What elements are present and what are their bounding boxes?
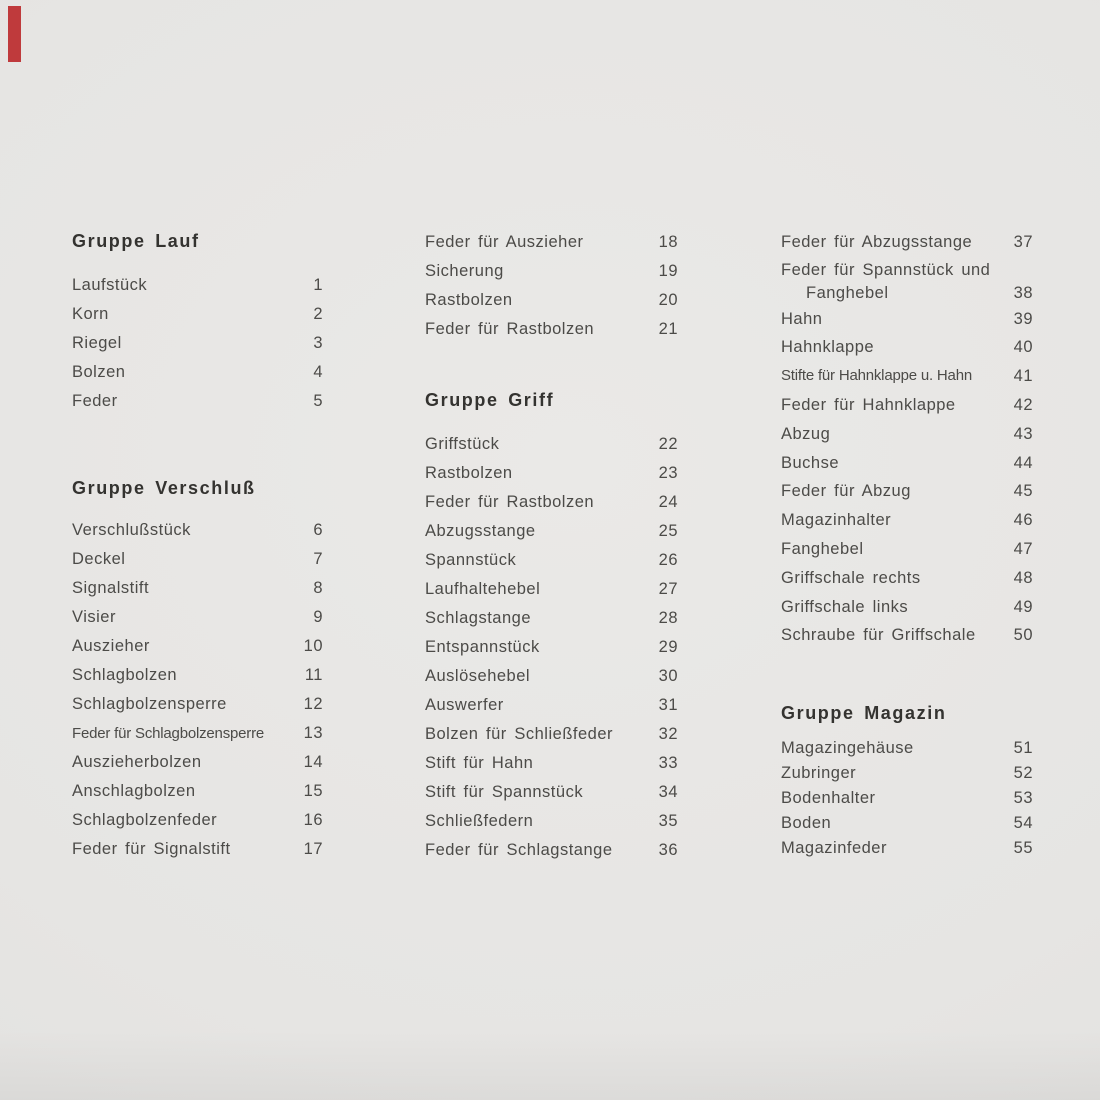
part-name: Stift für Spannstück [425,783,584,801]
parts-list-row [425,836,678,865]
part-number: 50 [1013,626,1033,645]
part-number: 38 [1013,283,1033,302]
part-name: Boden [781,814,832,832]
parts-list-row [781,362,1033,391]
parts-list-row [781,535,1033,564]
parts-list-row [425,807,678,836]
part-name: Deckel [72,550,126,568]
part-name: Fanghebel [806,283,889,302]
part-name: Schlagstange [425,609,531,627]
part-name: Stift für Hahn [425,754,534,772]
part-name: Anschlagbolzen [72,782,196,800]
part-number: 52 [1013,764,1033,782]
part-name: Stifte für Hahnklappe u. Hahn [781,367,972,385]
parts-list [72,271,323,416]
part-number: 26 [658,551,678,569]
part-number: 27 [658,580,678,598]
part-number: 3 [313,334,323,352]
part-number: 36 [658,841,678,859]
parts-list-row [781,333,1033,362]
parts-list-row [781,564,1033,593]
part-name: Bolzen [72,363,126,381]
parts-list-row [72,603,323,632]
part-number: 17 [303,840,323,858]
part-number: 4 [313,363,323,381]
part-number: 2 [313,305,323,323]
part-name: Laufhaltehebel [425,580,541,598]
part-name: Griffschale links [781,597,909,616]
part-name: Schraube für Griffschale [781,626,976,645]
parts-list-row [425,488,678,517]
part-number: 48 [1013,568,1033,587]
part-name: Laufstück [72,276,148,294]
part-name: Feder für Auszieher [425,233,584,251]
part-name: Schließfedern [425,812,534,830]
column-3 [781,0,1033,1100]
part-number: 46 [1013,511,1033,530]
parts-list [72,516,323,864]
parts-list-row [72,271,323,300]
part-number: 9 [313,608,323,626]
part-number: 25 [658,522,678,540]
part-number: 20 [658,291,678,309]
parts-list-row [781,391,1033,420]
part-name: Entspannstück [425,638,540,656]
part-number: 51 [1013,739,1033,757]
part-name: Magazingehäuse [781,739,914,757]
parts-list-row [781,228,1033,257]
parts-list-row [781,420,1033,449]
parts-list-row [72,690,323,719]
parts-list-row [781,506,1033,535]
parts-list-row [72,574,323,603]
parts-list-row [72,719,323,748]
parts-list-row [72,632,323,661]
column-2 [425,0,678,1100]
part-name: Sicherung [425,262,504,280]
part-name: Griffschale rechts [781,568,921,587]
parts-list-row [781,305,1033,334]
part-number: 33 [658,754,678,772]
part-number: 1 [313,276,323,294]
parts-list-row [425,604,678,633]
part-number: 24 [658,493,678,511]
part-number: 53 [1013,789,1033,807]
part-number: 40 [1013,338,1033,357]
part-number: 29 [658,638,678,656]
part-number: 10 [303,637,323,655]
part-name: Signalstift [72,579,150,597]
part-number: 5 [313,392,323,410]
part-name: Hahnklappe [781,338,875,357]
parts-list-row [72,661,323,690]
parts-list-row [425,662,678,691]
part-name: Fanghebel [781,539,864,558]
parts-list [781,228,1033,650]
group-heading: Gruppe Magazin [781,703,947,723]
part-number: 16 [303,811,323,829]
part-number: 55 [1013,839,1033,857]
part-name: Feder für Signalstift [72,840,231,858]
group-heading: Gruppe Verschluß [72,478,256,498]
part-name: Bodenhalter [781,789,876,807]
part-name: Feder für Schlagbolzensperre [72,725,265,742]
part-name: Feder [72,392,118,410]
part-name: Magazinfeder [781,839,887,857]
parts-list-row [425,546,678,575]
parts-list-row [72,748,323,777]
part-name: Feder für Schlagstange [425,841,613,859]
parts-list-row [72,387,323,416]
red-margin-mark [8,6,21,62]
part-number: 14 [303,753,323,771]
part-number: 42 [1013,395,1033,414]
part-name: Auszieherbolzen [72,753,202,771]
part-name: Griffstück [425,435,500,453]
part-number: 18 [658,233,678,251]
parts-list-row [781,621,1033,650]
parts-list-row [425,430,678,459]
part-number: 15 [303,782,323,800]
parts-list-row [425,720,678,749]
part-name: Spannstück [425,551,517,569]
part-name: Verschlußstück [72,521,191,539]
part-name: Korn [72,305,109,323]
part-name: Zubringer [781,764,857,782]
part-name: Bolzen für Schließfeder [425,725,614,743]
part-name: Hahn [781,309,823,328]
part-name: Feder für Spannstück und [781,260,991,279]
parts-list-row [72,545,323,574]
part-number: 23 [658,464,678,482]
parts-list-row [425,286,678,315]
parts-list-row [425,778,678,807]
part-name: Rastbolzen [425,464,513,482]
part-number: 7 [313,550,323,568]
part-name: Buchse [781,453,840,472]
part-number: 41 [1013,367,1033,386]
part-name: Feder für Abzugsstange [781,233,973,251]
parts-list-row [781,761,1033,786]
parts-list-row [72,300,323,329]
parts-list-row [72,835,323,864]
part-name: Auszieher [72,637,150,655]
part-number: 11 [304,666,323,684]
part-name: Feder für Rastbolzen [425,493,595,511]
part-name: Auswerfer [425,696,504,714]
parts-list-row [72,329,323,358]
part-name: Riegel [72,334,122,352]
parts-list-row [781,477,1033,506]
parts-list-row [781,593,1033,622]
part-name: Auslösehebel [425,667,531,685]
parts-list-row [425,575,678,604]
part-name: Schlagbolzen [72,666,178,684]
parts-list-row [425,459,678,488]
part-number: 22 [658,435,678,453]
part-number: 6 [313,521,323,539]
part-number: 44 [1013,453,1033,472]
parts-list-row [72,777,323,806]
parts-list-row [781,811,1033,836]
part-number: 34 [658,783,678,801]
parts-list-row [781,736,1033,761]
parts-list-row [425,315,678,344]
parts-list-row [72,806,323,835]
part-number: 39 [1013,309,1033,328]
part-name: Visier [72,608,116,626]
part-number: 49 [1013,597,1033,616]
part-number: 43 [1013,424,1033,443]
parts-list-row [72,516,323,545]
part-number: 31 [658,696,678,714]
group-heading: Gruppe Griff [425,390,555,410]
parts-list-row [781,257,1033,305]
part-number: 37 [1013,233,1033,251]
part-number: 47 [1013,539,1033,558]
part-number: 21 [658,320,678,338]
parts-list-row [425,228,678,257]
part-name: Feder für Rastbolzen [425,320,595,338]
part-number: 12 [303,695,323,713]
parts-list-row [425,749,678,778]
part-name: Feder für Abzug [781,482,911,501]
part-number: 30 [658,667,678,685]
part-name: Schlagbolzensperre [72,695,227,713]
part-name: Feder für Hahnklappe [781,395,956,414]
parts-list-row [781,786,1033,811]
group-heading: Gruppe Lauf [72,231,200,251]
parts-list-row [425,633,678,662]
parts-list-row [425,691,678,720]
parts-list [425,430,678,865]
part-number: 32 [658,725,678,743]
parts-list [781,736,1033,861]
part-number: 45 [1013,482,1033,501]
part-number: 19 [658,262,678,280]
parts-list [425,228,678,344]
part-number: 28 [658,609,678,627]
part-number: 54 [1013,814,1033,832]
parts-list-row [781,449,1033,478]
part-number: 13 [303,724,323,742]
parts-list-row [425,257,678,286]
parts-list-row [425,517,678,546]
part-number: 35 [658,812,678,830]
part-name: Abzugsstange [425,522,536,540]
parts-list-row [72,358,323,387]
column-1 [72,0,323,1100]
part-name: Magazinhalter [781,511,892,530]
part-name: Schlagbolzenfeder [72,811,218,829]
part-number: 8 [313,579,323,597]
parts-list-row [781,836,1033,861]
part-name: Rastbolzen [425,291,513,309]
part-name: Abzug [781,424,831,443]
